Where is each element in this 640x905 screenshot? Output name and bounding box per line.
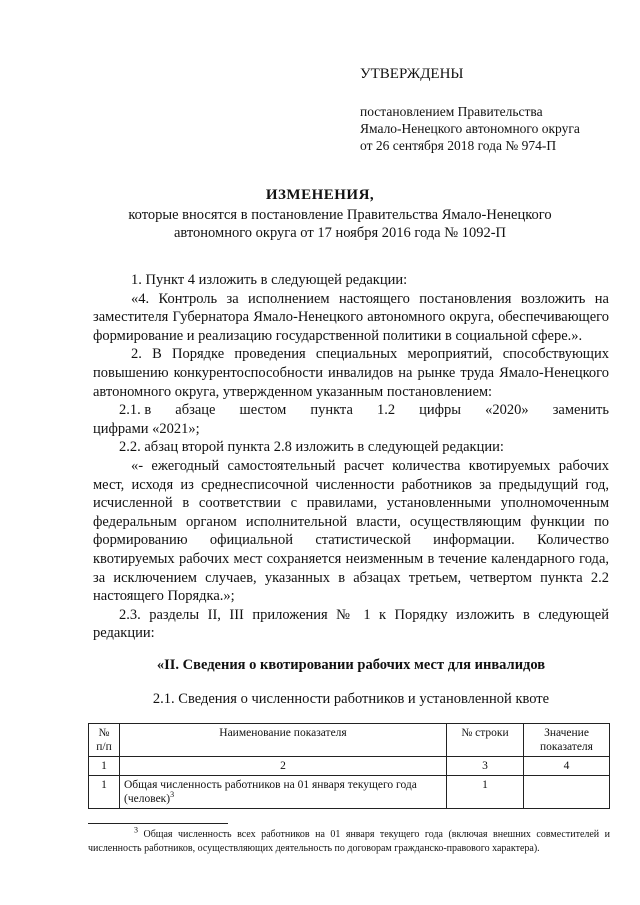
decree-line: от 26 сентября 2018 года № 974-П [360,138,557,153]
word: шестом [239,402,287,419]
table-cell: 1 [89,757,120,776]
table-cell: 4 [524,757,610,776]
paragraph-5: 2.2. абзац второй пункта 2.8 изложить в следующей редакции: [119,439,504,456]
table-row [89,776,610,809]
indicator-name: Общая численность работников на 01 января текущего года (человек) [124,779,417,805]
quota-table [88,723,610,809]
header-value: Значение показателя [524,724,610,757]
paragraph-4-end: цифрами «2021»; [93,420,200,437]
table-cell-indicator [120,776,447,809]
table-numbering-row [89,757,610,776]
decree-reference [360,103,580,154]
table-cell: 3 [447,757,524,776]
header-indicator: Наименование показателя [120,724,447,757]
approved-heading: УТВЕРЖДЕНЫ [360,66,464,82]
document-subtitle: которые вносятся в постановление Правительства Ямало-Ненецкого автономного округа от 17 ноября 2016 года № 1092-П [128,207,552,241]
word: 2.1. в [119,402,152,419]
paragraph-3: 2. В Порядке проведения специальных мероприятий, способствующих повышению конкурентоспособности инвалидов на рынке труда Ямало-Ненецкого автономного округа, утвержденном указанным постановлением: [93,346,609,400]
paragraph-6: «- ежегодный самостоятельный расчет количества квотируемых рабочих мест, исходя из среднесписочной численности работников за предыдущий год, исчисленной в соответствии с правилами, установленными уполномоченным федеральным органом исполнительной власти, осуществляющим функции по формированию официальной статистической информации. Количество квотируемых рабочих мест сохраняется неизменным в течение календарного года, за исключением случаев, указанных в абзацах третьем, четвертом пункта 2.2 настоящего Порядка.»; [93,457,609,605]
word: цифры [419,402,462,419]
decree-line: Ямало-Ненецкого автономного округа [360,121,580,136]
paragraph-4-line [93,401,609,420]
footnote-mark: 3 [134,825,138,835]
footnote [88,825,610,856]
decree-line: постановлением Правительства [360,104,543,119]
word: абзаце [175,402,216,419]
footnote-divider [88,823,228,824]
word: «2020» [485,402,529,419]
table-cell: 1 [447,776,524,809]
table-header-row [89,724,610,757]
header-line-number: № строки [447,724,524,757]
header-number: № п/п [89,724,120,757]
paragraph-1: 1. Пункт 4 изложить в следующей редакции: [131,272,408,288]
document-body [93,271,609,643]
table-cell: 1 [89,776,120,809]
section-title: «II. Сведения о квотировании рабочих мест для инвалидов [156,657,546,673]
paragraph-7: 2.3. разделы II, III приложения № 1 к Порядку изложить в следующей редакции: [93,606,609,642]
footnote-text: Общая численность всех работников на 01 января текущего года (включая внешних совместителей и численность работников, осуществляющих деятельность по договорам гражданско-правового характера). [88,829,610,854]
paragraph-2: «4. Контроль за исполнением настоящего постановления возложить на заместителя Губернатора Ямало-Ненецкого автономного округа, обеспечивающего формирование и реализацию государственной политики в социальной сфере.». [93,290,609,344]
table-cell-value [524,776,610,809]
word: 1.2 [376,402,396,419]
subsection-title: 2.1. Сведения о численности работников и установленной квоте [152,691,550,707]
word: пункта [310,402,353,419]
footnote-ref: 3 [170,790,175,800]
table-cell: 2 [120,757,447,776]
word: заменить [552,402,609,419]
document-title: ИЗМЕНЕНИЯ, [265,187,375,203]
